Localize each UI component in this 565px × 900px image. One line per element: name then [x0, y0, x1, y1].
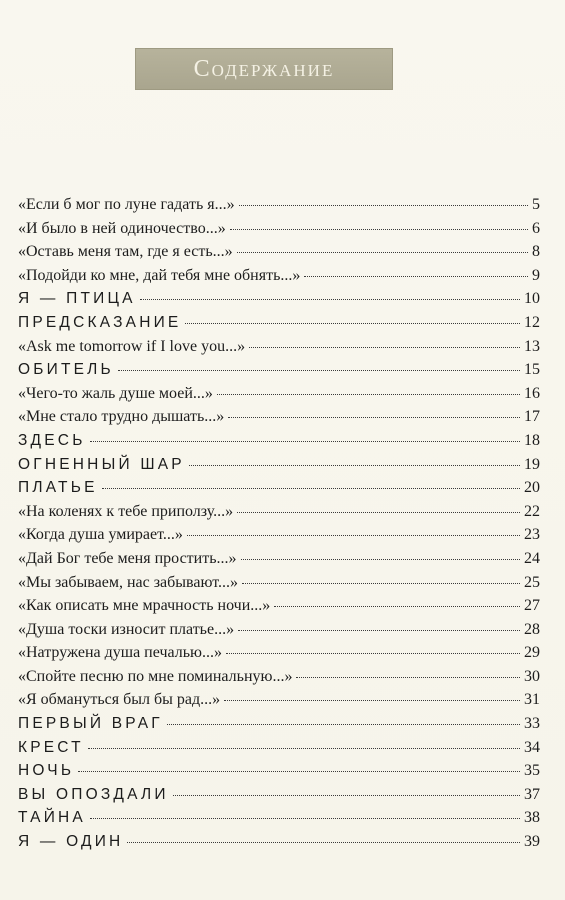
toc-entry-page-number: 39	[524, 833, 540, 851]
contents-heading-banner	[135, 48, 393, 90]
dot-leader	[127, 842, 520, 843]
toc-entry	[18, 361, 540, 385]
dot-leader	[187, 535, 520, 536]
toc-entry-title: «Как описать мне мрачность ночи...»	[18, 597, 271, 615]
toc-entry-page-number: 10	[524, 290, 540, 308]
toc-entry	[18, 432, 540, 456]
toc-entry-page-number: 34	[524, 738, 540, 756]
dot-leader	[90, 818, 520, 819]
toc-entry	[18, 314, 540, 338]
toc-entry	[18, 715, 540, 739]
dot-leader	[304, 276, 528, 277]
toc-entry	[18, 196, 540, 220]
toc-entry	[18, 668, 540, 692]
toc-entry-page-number: 38	[524, 809, 540, 827]
dot-leader	[118, 370, 520, 371]
toc-entry-page-number: 24	[524, 549, 540, 567]
toc-entry	[18, 338, 540, 362]
toc-entry-title: Я — ПТИЦА	[18, 290, 136, 308]
toc-entry	[18, 809, 540, 833]
toc-entry	[18, 290, 540, 314]
toc-entry-title: ПРЕДСКАЗАНИЕ	[18, 313, 182, 331]
dot-leader	[239, 205, 528, 206]
toc-entry	[18, 833, 540, 857]
dot-leader	[296, 677, 520, 678]
toc-entry-title: «Когда душа умирает...»	[18, 526, 183, 544]
toc-entry	[18, 456, 540, 480]
toc-entry-title: «Дай Бог тебе меня простить...»	[18, 549, 237, 567]
toc-entry-page-number: 17	[524, 408, 540, 426]
toc-entry-title: «Спойте песню по мне поминальную...»	[18, 667, 293, 685]
toc-entry-page-number: 5	[532, 196, 540, 213]
toc-entry	[18, 385, 540, 409]
toc-entry-title: ВЫ ОПОЗДАЛИ	[18, 785, 169, 803]
toc-entry-page-number: 29	[524, 644, 540, 662]
dot-leader	[241, 559, 520, 560]
toc-entry-title: ОГНЕННЫЙ ШАР	[18, 455, 185, 473]
dot-leader	[230, 229, 528, 230]
toc-entry-title: ПЕРВЫЙ ВРАГ	[18, 715, 163, 733]
toc-entry-title: «Подойди ко мне, дай тебя мне обнять...»	[18, 266, 301, 284]
dot-leader	[242, 583, 520, 584]
toc-entry-page-number: 19	[524, 455, 540, 473]
toc-entry	[18, 220, 540, 244]
toc-entry-title: «Если б мог по луне гадать я...»	[18, 196, 235, 213]
dot-leader	[228, 417, 520, 418]
toc-entry-title: «Я обмануться был бы рад...»	[18, 691, 221, 709]
toc-entry	[18, 243, 540, 267]
toc-entry-page-number: 6	[532, 219, 540, 237]
toc-entry-title: «Оставь меня там, где я есть...»	[18, 243, 233, 261]
dot-leader	[90, 441, 520, 442]
toc-entry-title: «Чего-то жаль душе моей...»	[18, 384, 213, 402]
toc-entry-page-number: 8	[532, 243, 540, 261]
toc-entry	[18, 479, 540, 503]
toc-entry-title: ЗДЕСЬ	[18, 431, 86, 449]
table-of-contents	[18, 196, 540, 857]
dot-leader	[249, 347, 520, 348]
dot-leader	[167, 724, 520, 725]
toc-entry	[18, 550, 540, 574]
toc-entry-title: ТАЙНА	[18, 809, 86, 827]
dot-leader	[102, 488, 520, 489]
toc-entry	[18, 574, 540, 598]
toc-entry	[18, 526, 540, 550]
dot-leader	[173, 795, 520, 796]
toc-entry-title: «На коленях к тебе приползу...»	[18, 502, 234, 520]
dot-leader	[237, 512, 520, 513]
toc-entry-title: «Ask me tomorrow if I love you...»	[18, 337, 246, 355]
toc-entry-title: «Натружена душа печалью...»	[18, 644, 222, 662]
toc-entry-title: «Мне стало трудно дышать...»	[18, 408, 225, 426]
dot-leader	[226, 653, 520, 654]
toc-entry-title: Я — ОДИН	[18, 833, 124, 851]
toc-entry	[18, 621, 540, 645]
toc-entry-page-number: 33	[524, 715, 540, 733]
toc-entry	[18, 762, 540, 786]
toc-entry-title: «Душа тоски износит платье...»	[18, 620, 235, 638]
toc-entry-page-number: 27	[524, 597, 540, 615]
toc-entry-page-number: 35	[524, 762, 540, 780]
toc-entry-title: ОБИТЕЛЬ	[18, 361, 114, 379]
toc-entry-page-number: 9	[532, 266, 540, 284]
toc-entry	[18, 597, 540, 621]
toc-entry-title: ПЛАТЬЕ	[18, 479, 98, 497]
toc-entry	[18, 644, 540, 668]
dot-leader	[238, 630, 520, 631]
toc-entry-page-number: 37	[524, 785, 540, 803]
dot-leader	[237, 252, 528, 253]
dot-leader	[185, 323, 520, 324]
toc-entry	[18, 739, 540, 763]
dot-leader	[274, 606, 520, 607]
toc-entry-page-number: 13	[524, 337, 540, 355]
toc-entry	[18, 691, 540, 715]
toc-entry-page-number: 25	[524, 573, 540, 591]
dot-leader	[224, 700, 520, 701]
dot-leader	[189, 465, 520, 466]
dot-leader	[88, 748, 520, 749]
toc-entry-page-number: 15	[524, 361, 540, 379]
toc-entry-page-number: 31	[524, 691, 540, 709]
dot-leader	[217, 394, 520, 395]
dot-leader	[78, 771, 520, 772]
toc-entry	[18, 503, 540, 527]
toc-entry-page-number: 18	[524, 431, 540, 449]
toc-entry-page-number: 12	[524, 313, 540, 331]
toc-entry-title: КРЕСТ	[18, 738, 84, 756]
toc-entry	[18, 408, 540, 432]
toc-entry-title: НОЧЬ	[18, 762, 75, 780]
toc-entry-title: «Мы забываем, нас забывают...»	[18, 573, 239, 591]
toc-entry	[18, 786, 540, 810]
toc-entry-page-number: 20	[524, 479, 540, 497]
toc-entry-page-number: 22	[524, 502, 540, 520]
toc-entry-page-number: 30	[524, 667, 540, 685]
toc-entry-page-number: 16	[524, 384, 540, 402]
toc-entry-title: «И было в ней одиночество...»	[18, 219, 226, 237]
toc-entry-page-number: 28	[524, 620, 540, 638]
contents-heading: Содержание	[193, 55, 335, 82]
toc-entry-page-number: 23	[524, 526, 540, 544]
dot-leader	[140, 299, 520, 300]
toc-entry	[18, 267, 540, 291]
